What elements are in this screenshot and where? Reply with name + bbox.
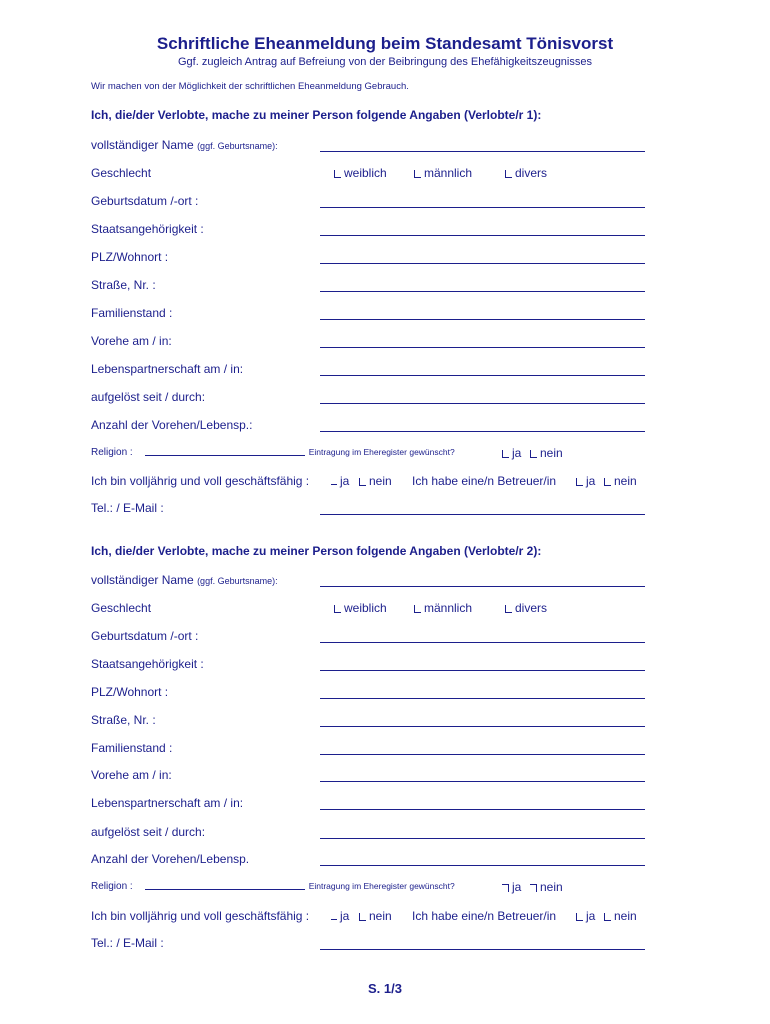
person1-count-label: Anzahl der Vorehen/Lebensp.: bbox=[91, 418, 253, 432]
person1-contact-label: Tel.: / E-Mail : bbox=[91, 501, 164, 515]
person2-religion-row: Religion : Eintragung im Eheregister gewünscht? bbox=[91, 881, 455, 892]
person2-marital-label: Familienstand : bbox=[91, 741, 173, 755]
checkbox-icon bbox=[604, 913, 611, 921]
checkbox-icon bbox=[331, 480, 337, 485]
person1-capacity-yes-checkbox[interactable]: ja bbox=[331, 474, 349, 488]
person1-capacity-no-checkbox[interactable]: nein bbox=[359, 474, 392, 488]
person1-dissolved-label: aufgelöst seit / durch: bbox=[91, 390, 206, 404]
person2-previous-field[interactable] bbox=[320, 781, 645, 782]
page-title: Schriftliche Eheanmeldung beim Standesamt Tönisvorst bbox=[156, 34, 614, 53]
checkbox-icon bbox=[576, 478, 583, 486]
checkbox-icon bbox=[604, 478, 611, 486]
person2-nationality-field[interactable] bbox=[320, 670, 645, 671]
person1-previous-field[interactable] bbox=[320, 347, 645, 348]
person2-contact-field[interactable] bbox=[320, 949, 645, 950]
person2-birth-field[interactable] bbox=[320, 642, 645, 643]
person2-count-label: Anzahl der Vorehen/Lebensp. bbox=[91, 852, 250, 866]
person2-name-field[interactable] bbox=[320, 586, 645, 587]
person2-city-label: PLZ/Wohnort : bbox=[91, 685, 169, 699]
person1-religion-field[interactable] bbox=[145, 455, 305, 456]
person2-gender-label: Geschlecht bbox=[91, 601, 152, 615]
checkbox-icon bbox=[530, 450, 537, 458]
person1-capacity-label: Ich bin volljährig und voll geschäftsfähig : bbox=[91, 474, 310, 488]
checkbox-icon bbox=[334, 605, 341, 613]
person2-street-label: Straße, Nr. : bbox=[91, 713, 156, 727]
person2-marital-field[interactable] bbox=[320, 754, 645, 755]
person1-gender-female-checkbox[interactable]: weiblich bbox=[334, 166, 387, 180]
checkbox-icon bbox=[359, 478, 366, 486]
person2-partnership-field[interactable] bbox=[320, 809, 645, 810]
checkbox-icon bbox=[331, 915, 337, 920]
person1-religion-row: Religion : Eintragung im Eheregister gewünscht? bbox=[91, 447, 455, 458]
checkbox-icon bbox=[334, 170, 341, 178]
person2-caretaker-label: Ich habe eine/n Betreuer/in bbox=[412, 909, 557, 923]
person2-religion-field[interactable] bbox=[145, 889, 305, 890]
person2-heading: Ich, die/der Verlobte, mache zu meiner Person folgende Angaben (Verlobte/r 2): bbox=[91, 544, 542, 558]
page-subtitle: Ggf. zugleich Antrag auf Befreiung von der Beibringung des Ehefähigkeitszeugnisses bbox=[178, 56, 592, 68]
person1-name-label: vollständiger Name (ggf. Geburtsname): bbox=[91, 138, 278, 152]
person2-caretaker-no-checkbox[interactable]: nein bbox=[604, 909, 637, 923]
person2-city-field[interactable] bbox=[320, 698, 645, 699]
person1-heading: Ich, die/der Verlobte, mache zu meiner Person folgende Angaben (Verlobte/r 1): bbox=[91, 108, 542, 122]
person2-name-label: vollständiger Name (ggf. Geburtsname): bbox=[91, 573, 278, 587]
person2-caretaker-yes-checkbox[interactable]: ja bbox=[576, 909, 595, 923]
checkbox-icon bbox=[505, 170, 512, 178]
person1-dissolved-field[interactable] bbox=[320, 403, 645, 404]
person1-nationality-field[interactable] bbox=[320, 235, 645, 236]
checkbox-icon bbox=[414, 170, 421, 178]
person2-capacity-label: Ich bin volljährig und voll geschäftsfähig : bbox=[91, 909, 310, 923]
person1-birth-label: Geburtsdatum /-ort : bbox=[91, 194, 199, 208]
person2-register-yes-checkbox[interactable]: ja bbox=[502, 880, 521, 894]
person1-contact-field[interactable] bbox=[320, 514, 645, 515]
person2-register-no-checkbox[interactable]: nein bbox=[530, 880, 563, 894]
person1-partnership-label: Lebenspartnerschaft am / in: bbox=[91, 362, 244, 376]
person2-partnership-label: Lebenspartnerschaft am / in: bbox=[91, 796, 244, 810]
person1-caretaker-yes-checkbox[interactable]: ja bbox=[576, 474, 595, 488]
person2-count-field[interactable] bbox=[320, 865, 645, 866]
person1-street-field[interactable] bbox=[320, 291, 645, 292]
person2-capacity-yes-checkbox[interactable]: ja bbox=[331, 909, 349, 923]
intro-text: Wir machen von der Möglichkeit der schriftlichen Eheanmeldung Gebrauch. bbox=[91, 81, 409, 92]
person1-street-label: Straße, Nr. : bbox=[91, 278, 156, 292]
person1-city-label: PLZ/Wohnort : bbox=[91, 250, 169, 264]
checkbox-icon bbox=[502, 884, 509, 892]
person1-marital-field[interactable] bbox=[320, 319, 645, 320]
person1-nationality-label: Staatsangehörigkeit : bbox=[91, 222, 204, 236]
person1-birth-field[interactable] bbox=[320, 207, 645, 208]
person1-name-field[interactable] bbox=[320, 151, 645, 152]
person2-dissolved-field[interactable] bbox=[320, 838, 645, 839]
person1-previous-label: Vorehe am / in: bbox=[91, 334, 172, 348]
person2-birth-label: Geburtsdatum /-ort : bbox=[91, 629, 199, 643]
checkbox-icon bbox=[505, 605, 512, 613]
checkbox-icon bbox=[414, 605, 421, 613]
person1-gender-male-checkbox[interactable]: männlich bbox=[414, 166, 472, 180]
person1-register-yes-checkbox[interactable]: ja bbox=[502, 446, 521, 460]
person1-partnership-field[interactable] bbox=[320, 375, 645, 376]
person2-previous-label: Vorehe am / in: bbox=[91, 768, 172, 782]
person1-caretaker-label: Ich habe eine/n Betreuer/in bbox=[412, 474, 557, 488]
checkbox-icon bbox=[576, 913, 583, 921]
person2-gender-male-checkbox[interactable]: männlich bbox=[414, 601, 472, 615]
person1-caretaker-no-checkbox[interactable]: nein bbox=[604, 474, 637, 488]
checkbox-icon bbox=[359, 913, 366, 921]
person2-dissolved-label: aufgelöst seit / durch: bbox=[91, 825, 206, 839]
person2-capacity-no-checkbox[interactable]: nein bbox=[359, 909, 392, 923]
checkbox-icon bbox=[530, 884, 537, 892]
person1-count-field[interactable] bbox=[320, 431, 645, 432]
person2-street-field[interactable] bbox=[320, 726, 645, 727]
checkbox-icon bbox=[502, 450, 509, 458]
person1-gender-label: Geschlecht bbox=[91, 166, 152, 180]
person2-contact-label: Tel.: / E-Mail : bbox=[91, 936, 164, 950]
person1-gender-diverse-checkbox[interactable]: divers bbox=[505, 166, 547, 180]
page-number: S. 1/3 bbox=[368, 981, 402, 996]
person1-marital-label: Familienstand : bbox=[91, 306, 173, 320]
person2-gender-female-checkbox[interactable]: weiblich bbox=[334, 601, 387, 615]
person1-register-no-checkbox[interactable]: nein bbox=[530, 446, 563, 460]
person2-gender-diverse-checkbox[interactable]: divers bbox=[505, 601, 547, 615]
person2-nationality-label: Staatsangehörigkeit : bbox=[91, 657, 204, 671]
person1-city-field[interactable] bbox=[320, 263, 645, 264]
